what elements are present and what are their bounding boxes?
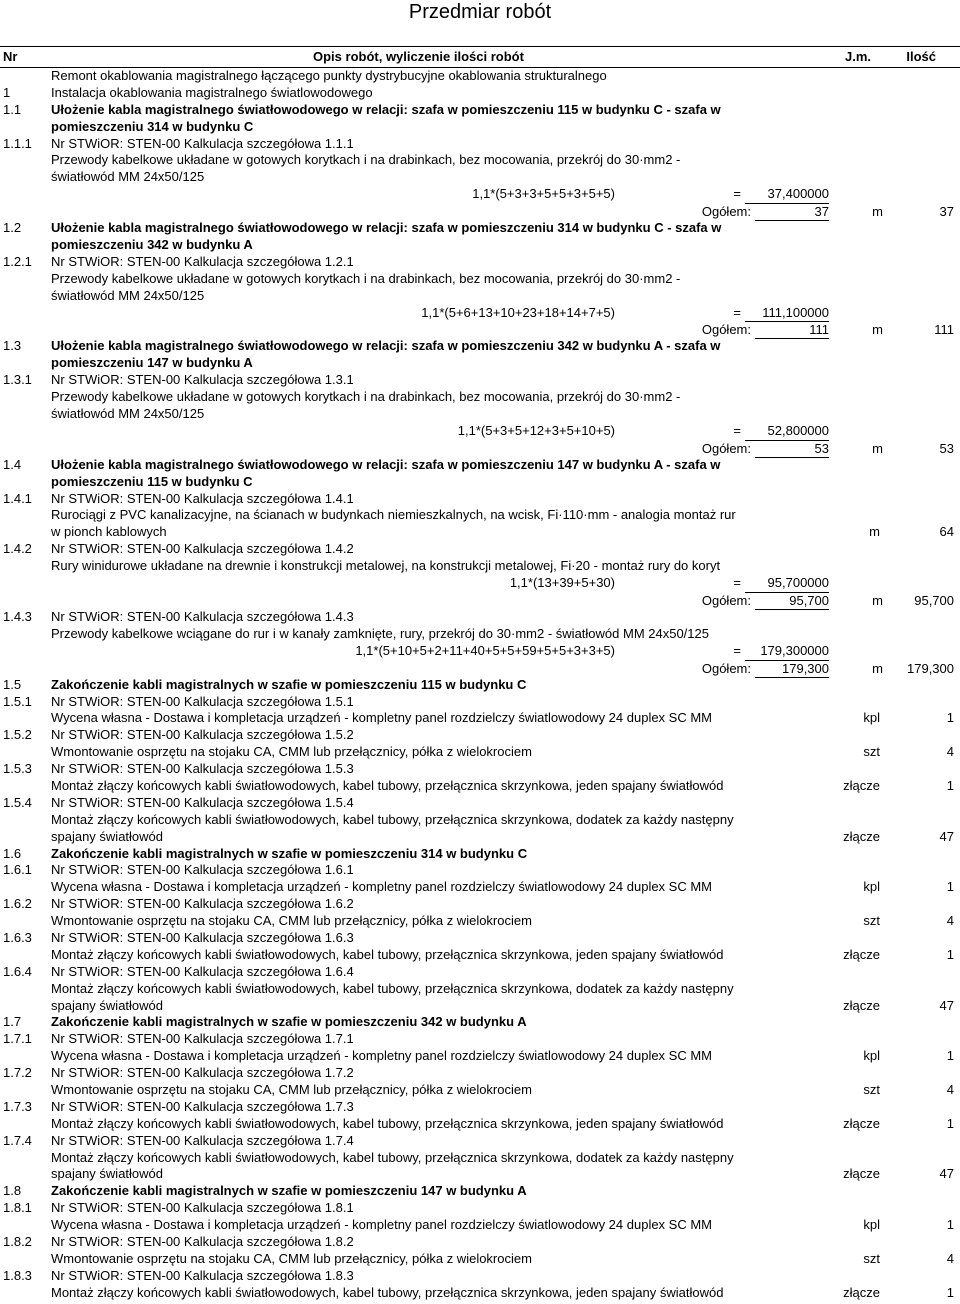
total-unit: m [872,592,883,608]
description-line: spajany światłowód [51,1166,164,1182]
row-description [51,68,960,85]
table-row [0,1234,960,1268]
calculation-equals: = [733,422,741,438]
table-row [0,102,960,136]
total-unit: m [872,322,883,338]
table-body [0,68,960,1302]
total-quantity: 53 [939,440,954,456]
calculation-line [0,643,960,660]
description-line: Zakończenie kabli magistralnych w szafie w pomieszczeniu 147 w budynku A [51,1183,527,1199]
row-number: 1.5.4 [3,794,32,810]
page-title: Przedmiar robót [408,1,552,23]
row-number: 1.2.1 [3,253,32,269]
description-line: pomieszczeniu 147 w budynku A [51,355,253,371]
row-number: 1.5 [3,676,22,692]
description-line: Nr STWiOR: STEN-00 Kalkulacja szczegółowa 1.6.1 [51,862,354,878]
row-quantity: 4 [946,913,954,929]
table-header [0,46,960,68]
row-description [51,609,960,643]
description-line: Nr STWiOR: STEN-00 Kalkulacja szczegółowa 1.8.1 [51,1200,354,1216]
row-number: 1.4 [3,456,22,472]
row-quantity: 1 [946,1284,954,1300]
description-line: Ułożenie kabla magistralnego światłowodowego w relacji: szafa w pomieszczeniu 314 w budynku C - szafa w [51,220,722,236]
description-line: Wmontowanie osprzętu na stojaku CA, CMM lub przełącznicy, półka z wielokrociem [51,913,532,929]
table-row [0,220,960,254]
table-row [0,1031,960,1065]
row-quantity: 1 [946,1217,954,1233]
table-row [0,677,960,694]
calculation-expression: 1,1*(5+3+5+12+3+5+10+5) [457,422,615,438]
row-number: 1.8 [3,1183,22,1199]
calculation-result: 179,300000 [745,643,829,661]
description-line: Nr STWiOR: STEN-00 Kalkulacja szczegółowa 1.4.2 [51,541,354,557]
description-line: Nr STWiOR: STEN-00 Kalkulacja szczegółowa 1.6.4 [51,963,354,979]
row-description [51,136,960,187]
description-line: Montaż złączy końcowych kabli światłowodowych, kabel tubowy, przełącznica skrzynkowa, dodatek za każdy następny [51,980,734,996]
row-description [51,457,960,491]
description-line: światłowód MM 24x50/125 [51,169,205,185]
description-line: Nr STWiOR: STEN-00 Kalkulacja szczegółowa 1.5.3 [51,761,354,777]
description-line: Remont okablowania magistralnego łączącego punkty dystrybucyjne okablowania strukturalnego [51,68,607,83]
calculation-expression: 1,1*(5+3+3+5+5+3+5+5) [472,186,615,202]
description-line: Nr STWiOR: STEN-00 Kalkulacja szczegółowa 1.3.1 [51,372,354,388]
total-label: Ogółem: [701,660,751,676]
table-row [0,1200,960,1234]
row-quantity: 1 [946,1048,954,1064]
total-line [0,592,960,609]
calculation-result: 37,400000 [745,186,829,204]
description-line: Wycena własna - Dostawa i kompletacja urządzeń - kompletny panel rozdzielczy światlowodowy 24 duplex SC MM [51,1217,713,1233]
table-row [0,964,960,1015]
row-number: 1.7.1 [3,1031,32,1047]
row-unit: m [869,524,880,540]
row-number: 1.7.2 [3,1065,32,1081]
description-line: Montaż złączy końcowych kabli światłowodowych, kabel tubowy, przełącznica skrzynkowa, dodatek za każdy następny [51,1149,734,1165]
description-line: Nr STWiOR: STEN-00 Kalkulacja szczegółowa 1.2.1 [51,253,354,269]
row-unit: szt [863,913,880,929]
row-number: 1.3.1 [3,372,32,388]
table-row [0,254,960,339]
calculation-expression: 1,1*(5+6+13+10+23+18+14+7+5) [421,304,615,320]
total-line [0,321,960,338]
description-line: światłowód MM 24x50/125 [51,287,205,303]
description-line: Przewody kabelkowe układane w gotowych korytkach i na drabinkach, bez mocowania, przekrój do 30·mm2 - [51,152,681,168]
calculation-expression: 1,1*(5+10+5+2+11+40+5+5+59+5+5+3+3+5) [355,642,615,658]
row-description [51,846,960,863]
description-line: Wmontowanie osprzętu na stojaku CA, CMM lub przełącznicy, półka z wielokrociem [51,744,532,760]
row-description [51,1183,960,1200]
row-description [51,372,960,423]
table-row [0,1014,960,1031]
description-line: Nr STWiOR: STEN-00 Kalkulacja szczegółowa 1.5.1 [51,693,354,709]
total-line [0,203,960,220]
description-line: pomieszczeniu 342 w budynku A [51,237,253,253]
description-line: Nr STWiOR: STEN-00 Kalkulacja szczegółowa 1.8.3 [51,1267,354,1283]
calculation-line [0,575,960,592]
description-line: Nr STWiOR: STEN-00 Kalkulacja szczegółowa 1.4.1 [51,490,354,506]
table-row [0,136,960,221]
total-value: 53 [755,440,829,458]
total-value: 179,300 [755,660,829,678]
total-line [0,440,960,457]
total-quantity: 95,700 [914,592,954,608]
row-number: 1.4.3 [3,608,32,624]
row-unit: kpl [863,710,880,726]
row-number: 1.5.3 [3,761,32,777]
description-line: Rury winidurowe układane na drewnie i konstrukcji metalowej, na konstrukcji metalowej, Fi·20 - montaż rury do koryt [51,558,721,574]
row-unit: kpl [863,1048,880,1064]
description-line: spajany światłowód [51,828,164,844]
row-quantity: 1 [946,879,954,895]
description-line: Instalacja okablowania magistralnego światlowodowego [51,84,373,100]
row-description [51,220,960,254]
calculation-line [0,423,960,440]
table-row [0,694,960,728]
total-line [0,660,960,677]
calculation-result: 95,700000 [745,575,829,593]
row-number: 1.5.2 [3,727,32,743]
row-unit: kpl [863,1217,880,1233]
row-quantity: 4 [946,1081,954,1097]
row-number: 1.5.1 [3,693,32,709]
description-line: Przewody kabelkowe układane w gotowych korytkach i na drabinkach, bez mocowania, przekrój do 30·mm2 - [51,270,681,286]
description-line: Nr STWiOR: STEN-00 Kalkulacja szczegółowa 1.5.2 [51,727,354,743]
table-row [0,1183,960,1200]
table-row [0,846,960,863]
table-row [0,727,960,761]
calculation-expression: 1,1*(13+39+5+30) [509,575,615,591]
row-unit: szt [863,1081,880,1097]
row-unit: złącze [843,828,880,844]
description-line: spajany światłowód [51,997,164,1013]
description-line: Wycena własna - Dostawa i kompletacja urządzeń - kompletny panel rozdzielczy światlowodowy 24 duplex SC MM [51,710,713,726]
description-line: Wycena własna - Dostawa i kompletacja urządzeń - kompletny panel rozdzielczy światlowodowy 24 duplex SC MM [51,1048,713,1064]
row-description [51,677,960,694]
row-description [51,102,960,136]
description-line: Nr STWiOR: STEN-00 Kalkulacja szczegółowa 1.4.3 [51,608,354,624]
total-unit: m [872,204,883,220]
header-nr: Nr [3,49,18,64]
description-line: światłowód MM 24x50/125 [51,406,205,422]
row-quantity: 47 [939,1166,954,1182]
description-line: Montaż złączy końcowych kabli światłowodowych, kabel tubowy, przełącznica skrzynkowa, jeden spajany światłowód [51,777,724,793]
calculation-line [0,186,960,203]
calculation-equals: = [733,186,741,202]
row-number: 1.6.4 [3,963,32,979]
row-description [51,85,960,102]
calculation-equals: = [733,642,741,658]
total-label: Ogółem: [701,440,751,456]
table-row [0,1133,960,1184]
table-row [0,1099,960,1133]
description-line: Rurociągi z PVC kanalizacyjne, na ścianach w budynkach niemieszkalnych, na wcisk, Fi·110·mm - analogia montaż rur [51,507,736,523]
table-row [0,541,960,609]
row-quantity: 47 [939,828,954,844]
row-quantity: 47 [939,997,954,1013]
calculation-equals: = [733,304,741,320]
description-line: Zakończenie kabli magistralnych w szafie w pomieszczeniu 115 w budynku C [51,676,527,692]
row-number: 1.4.1 [3,490,32,506]
row-number: 1.8.2 [3,1234,32,1249]
description-line: Nr STWiOR: STEN-00 Kalkulacja szczegółowa 1.6.2 [51,896,354,912]
row-unit: złącze [843,1115,880,1131]
row-quantity: 4 [946,744,954,760]
total-value: 37 [755,203,829,221]
row-description [51,254,960,305]
description-line: Nr STWiOR: STEN-00 Kalkulacja szczegółowa 1.8.2 [51,1234,354,1249]
description-line: pomieszczeniu 314 w budynku C [51,118,254,134]
description-line: Nr STWiOR: STEN-00 Kalkulacja szczegółowa 1.6.3 [51,929,354,945]
row-number: 1 [3,84,11,100]
total-value: 111 [755,321,829,339]
description-line: Montaż złączy końcowych kabli światłowodowych, kabel tubowy, przełącznica skrzynkowa, jeden spajany światłowód [51,1284,724,1300]
description-line: Nr STWiOR: STEN-00 Kalkulacja szczegółowa 1.1.1 [51,135,354,151]
row-number: 1.2 [3,220,22,236]
description-line: pomieszczeniu 115 w budynku C [51,473,253,489]
description-line: Zakończenie kabli magistralnych w szafie w pomieszczeniu 342 w budynku A [51,1014,527,1030]
row-unit: szt [863,744,880,760]
row-number: 1.6.1 [3,862,32,878]
description-line: Ułożenie kabla magistralnego światłowodowego w relacji: szafa w pomieszczeniu 147 w budynku A - szafa w [51,456,721,472]
total-label: Ogółem: [701,592,751,608]
row-number: 1.7.3 [3,1098,32,1114]
description-line: Nr STWiOR: STEN-00 Kalkulacja szczegółowa 1.7.4 [51,1132,354,1148]
table-row [0,338,960,372]
row-number: 1.1 [3,101,22,117]
description-line: Nr STWiOR: STEN-00 Kalkulacja szczegółowa 1.7.2 [51,1065,354,1081]
total-unit: m [872,440,883,456]
description-line: Ułożenie kabla magistralnego światłowodowego w relacji: szafa w pomieszczeniu 115 w budynku C - szafa w [51,101,721,117]
table-row [0,372,960,457]
description-line: Nr STWiOR: STEN-00 Kalkulacja szczegółowa 1.5.4 [51,794,354,810]
table-row [0,795,960,846]
row-number: 1.8.1 [3,1200,32,1216]
total-label: Ogółem: [701,322,751,338]
row-quantity: 1 [946,1115,954,1131]
total-value: 95,700 [755,592,829,610]
row-unit: złącze [843,997,880,1013]
header-unit: J.m. [845,49,872,64]
calculation-equals: = [733,575,741,591]
header-quantity: Ilość [906,49,936,64]
table-row [0,1268,960,1302]
table-row [0,85,960,102]
row-quantity: 1 [946,710,954,726]
calculation-line [0,305,960,322]
table-row [0,457,960,491]
description-line: Przewody kabelkowe wciągane do rur i w kanały zamknięte, rury, przekrój do 30·mm2 - światłowód MM 24x50/125 [51,625,709,641]
total-quantity: 179,300 [907,660,954,676]
description-line: Wmontowanie osprzętu na stojaku CA, CMM lub przełącznicy, półka z wielokrociem [51,1081,532,1097]
description-line: Wycena własna - Dostawa i kompletacja urządzeń - kompletny panel rozdzielczy światlowodowy 24 duplex SC MM [51,879,713,895]
row-quantity: 4 [946,1250,954,1266]
row-number: 1.1.1 [3,135,32,151]
row-unit: szt [863,1250,880,1266]
row-description [51,338,960,372]
table-row [0,609,960,677]
row-number: 1.6.3 [3,929,32,945]
header-description: Opis robót, wyliczenie ilości robót [313,49,524,64]
row-number: 1.6 [3,845,22,861]
row-unit: złącze [843,1166,880,1182]
row-quantity: 1 [946,777,954,793]
row-number: 1.4.2 [3,541,32,557]
table-row [0,1065,960,1099]
total-unit: m [872,660,883,676]
table-row [0,491,960,542]
calculation-result: 111,100000 [745,305,829,323]
row-number: 1.3 [3,338,22,354]
description-line: Montaż złączy końcowych kabli światłowodowych, kabel tubowy, przełącznica skrzynkowa, jeden spajany światłowód [51,946,724,962]
row-quantity: 1 [946,946,954,962]
row-unit: złącze [843,1284,880,1300]
description-line: Nr STWiOR: STEN-00 Kalkulacja szczegółowa 1.7.3 [51,1098,354,1114]
table-row [0,930,960,964]
row-unit: złącze [843,777,880,793]
calculation-result: 52,800000 [745,423,829,441]
table-row [0,862,960,896]
row-quantity: 64 [939,524,954,540]
row-description [51,541,960,575]
total-quantity: 37 [939,204,954,220]
total-label: Ogółem: [701,204,751,220]
description-line: Zakończenie kabli magistralnych w szafie w pomieszczeniu 314 w budynku C [51,845,528,861]
description-line: Montaż złączy końcowych kabli światłowodowych, kabel tubowy, przełącznica skrzynkowa, jeden spajany światłowód [51,1115,724,1131]
total-quantity: 111 [934,322,954,338]
description-line: Przewody kabelkowe układane w gotowych korytkach i na drabinkach, bez mocowania, przekrój do 30·mm2 - [51,389,681,405]
row-number: 1.7 [3,1014,22,1030]
row-unit: kpl [863,879,880,895]
description-line: Nr STWiOR: STEN-00 Kalkulacja szczegółowa 1.7.1 [51,1031,354,1047]
row-unit: złącze [843,946,880,962]
row-description [51,1014,960,1031]
description-line: Wmontowanie osprzętu na stojaku CA, CMM lub przełącznicy, półka z wielokrociem [51,1250,532,1266]
table-row [0,896,960,930]
row-number: 1.7.4 [3,1132,32,1148]
bill-of-quantities-table [0,46,960,1302]
description-line: Montaż złączy końcowych kabli światłowodowych, kabel tubowy, przełącznica skrzynkowa, dodatek za każdy następny [51,811,734,827]
description-line: w pionch kablowych [51,524,167,540]
row-number: 1.8.3 [3,1267,32,1283]
description-line: Ułożenie kabla magistralnego światłowodowego w relacji: szafa w pomieszczeniu 342 w budynku A - szafa w [51,338,721,354]
row-number: 1.6.2 [3,896,32,912]
table-row [0,761,960,795]
table-row [0,68,960,85]
